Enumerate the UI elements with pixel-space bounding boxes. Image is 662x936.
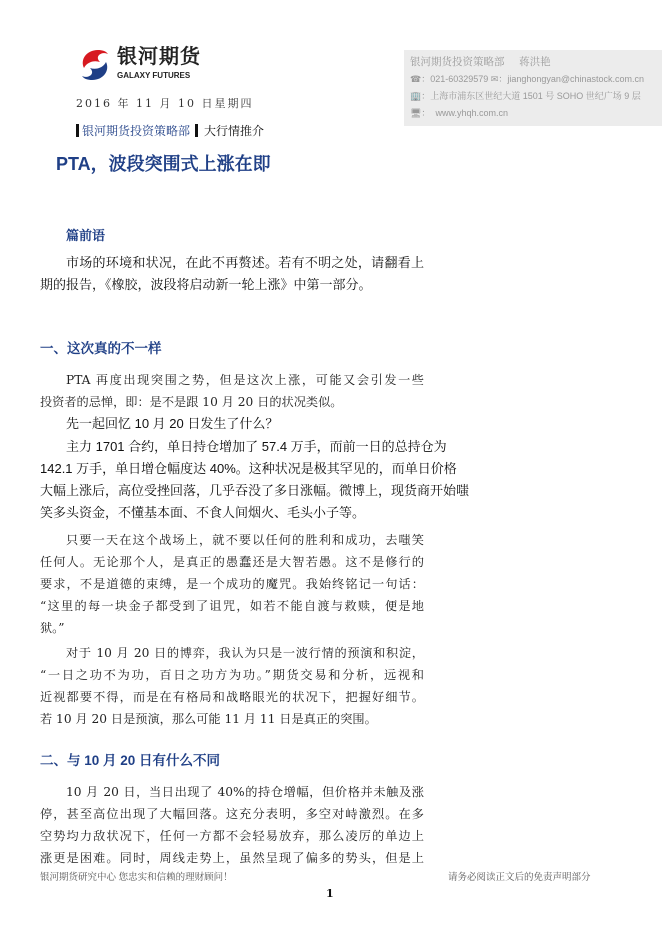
text-line: 市场的环境和状况，在此不再赘述。若有不明之处，请翻看上 xyxy=(66,255,424,270)
text-line: 10 月 20 日，当日出现了 40%的持仓增幅，但价格并未触及涨 xyxy=(66,785,424,799)
logo-english: GALAXY FUTURES xyxy=(117,71,191,80)
logo-text: 银河期货 xyxy=(117,46,201,68)
contact-email[interactable]: jianghongyan@chinastock.com.cn xyxy=(507,74,645,84)
report-date: 2016 年 11 月 10 日星期四 xyxy=(76,97,254,110)
text-line: 狱。” xyxy=(40,621,65,635)
footer-slogan: 银河期货研究中心 您忠实和信赖的理财顾问！ xyxy=(40,872,233,883)
paragraph xyxy=(40,642,424,730)
text-line: 142.1 万手，单日增仓幅度达 40%。这种状况是极其罕见的，而单日价格 xyxy=(40,461,457,476)
text-line: 近视都要不得，而是在有格局和战略眼光的状况下，把握好细节。 xyxy=(40,690,424,704)
page-title: PTA，波段突围式上涨在即 xyxy=(56,154,271,174)
section-heading: 一、这次真的不一样 xyxy=(40,341,162,356)
department: 银河期货投资策略部 xyxy=(82,124,191,138)
email-icon: ✉： xyxy=(490,74,508,84)
divider-bar xyxy=(76,124,79,137)
department-line xyxy=(76,124,264,139)
contact-author: 蒋洪艳 xyxy=(519,56,551,68)
footer-disclaimer: 请务必阅读正文后的免责声明部分 xyxy=(448,872,591,883)
paragraph xyxy=(40,529,424,639)
text-line: 空势均力敌状况下，任何一方都不会轻易放弃，那么凌厉的单边上 xyxy=(40,829,424,843)
text-line: 投资者的忌惮，即：是不是跟 10 月 20 日的状况类似。 xyxy=(40,395,343,409)
contact-phone: 021-60329579 xyxy=(430,74,489,84)
web-icon: 🖥： xyxy=(410,108,431,118)
paragraph xyxy=(40,781,424,869)
text-line: 大幅上涨后，高位受挫回落，几乎吞没了多日涨幅。微博上，现货商开始嗤 xyxy=(40,483,470,498)
contact-address: 上海市浦东区世纪大道 1501 号 SOHO 世纪广场 9 层 xyxy=(430,91,641,101)
text-line: 只要一天在这个战场上，就不要以任何的胜利和成功，去嗤笑 xyxy=(66,533,424,547)
preface-paragraph xyxy=(40,252,424,296)
column-tag: 大行情推介 xyxy=(204,124,265,138)
text-line: 主力 1701 合约，单日持仓增加了 57.4 万手，而前一日的总持仓为 xyxy=(66,439,447,454)
section-heading: 二、与 10 月 20 日有什么不同 xyxy=(40,753,221,768)
text-line: 笑多头资金，不懂基本面、不食人间烟火、毛头小子等。 xyxy=(40,505,366,520)
paragraph xyxy=(40,413,424,435)
text-line: 涨更是困难。同时，周线走势上，虽然呈现了偏多的势头，但是上 xyxy=(40,851,424,865)
phone-icon: ☎： xyxy=(410,74,431,84)
contact-box xyxy=(404,50,662,126)
page-number: 1 xyxy=(326,887,334,900)
text-line: “一日之功不为功，百日之功方为功。”期货交易和分析，远视和 xyxy=(40,668,424,682)
text-line: 若 10 月 20 日是预演，那么可能 11 月 11 日是真正的突围。 xyxy=(40,712,377,726)
text-line: 期的报告，《橡胶，波段将启动新一轮上涨》中第一部分。 xyxy=(40,277,372,292)
divider-bar xyxy=(195,124,198,137)
text-line: 先一起回忆 10 月 20 日发生了什么？ xyxy=(66,416,279,431)
text-line: 停，甚至高位出现了大幅回落。这充分表明，多空对峙激烈。在多 xyxy=(40,807,424,821)
preface-heading: 篇前语 xyxy=(66,228,106,243)
text-line: PTA 再度出现突围之势，但是这次上涨，可能又会引发一些 xyxy=(66,373,424,387)
paragraph xyxy=(40,369,424,413)
text-line: 对于 10 月 20 日的博弈，我认为只是一波行情的预演和积淀， xyxy=(66,646,424,660)
paragraph xyxy=(40,436,470,524)
address-icon: 🏢： xyxy=(410,91,431,101)
galaxy-logo-icon xyxy=(78,48,112,82)
text-line: 任何人。无论那个人，是真正的愚蠢还是大智若愚。这不是修行的 xyxy=(40,555,424,569)
text-line: 要求，不是道德的束缚，是一个成功的魔咒。我始终铭记一句话： xyxy=(40,577,424,591)
contact-website[interactable]: www.yhqh.com.cn xyxy=(435,108,508,118)
contact-dept: 银河期货投资策略部 xyxy=(410,56,505,68)
text-line: “这里的每一块金子都受到了诅咒，如若不能自渡与救赎，便是地 xyxy=(40,599,424,613)
